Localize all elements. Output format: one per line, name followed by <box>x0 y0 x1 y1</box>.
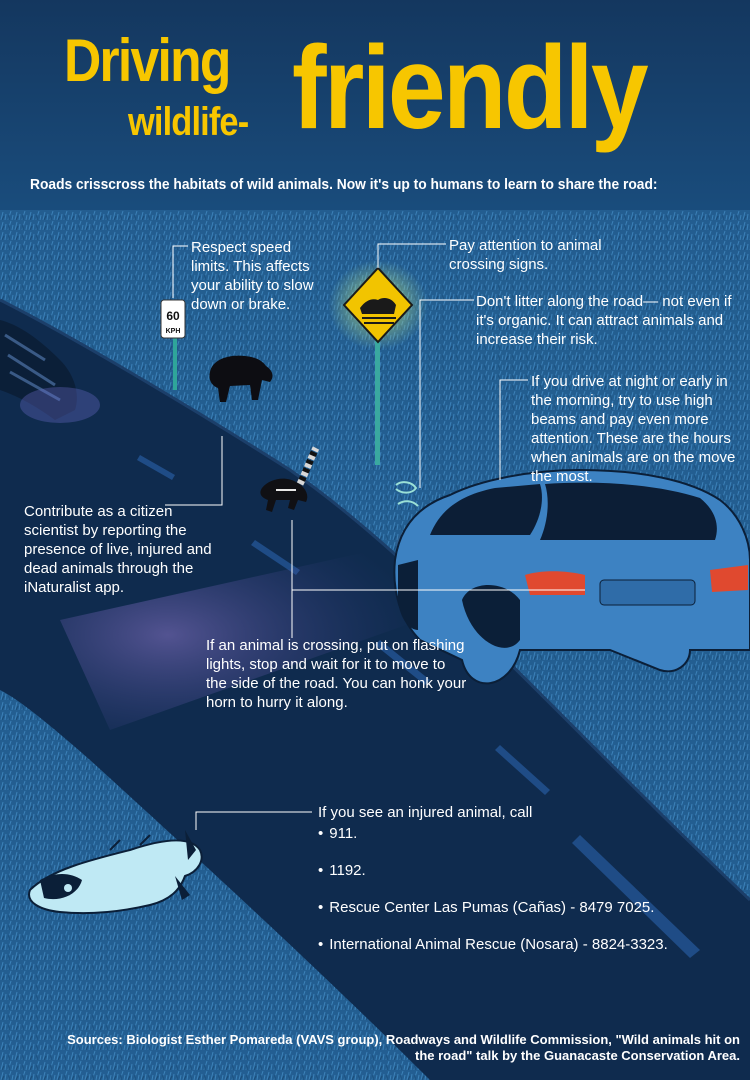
injured-heading: If you see an injured animal, call <box>318 804 533 821</box>
list-item: • 1192. <box>318 862 366 879</box>
svg-text:60: 60 <box>166 309 180 323</box>
list-item: • International Animal Rescue (Nosara) - 8824-3323. <box>318 936 668 953</box>
tip-speed-limits: Respect speed limits. This affects your ability to slow down or brake. <box>191 239 314 313</box>
tip-night-driving: If you drive at night or early in the morning, try to use high beams and pay even more attention. These are the hours when animals are on the move the most. <box>531 373 736 485</box>
title-line-2: wildlife- <box>128 100 249 144</box>
title-line-1: Driving <box>64 27 230 94</box>
tip-citizen-science: Contribute as a citizen scientist by reporting the presence of live, injured and dead animals through the iNaturalist app. <box>24 503 212 596</box>
intro-text: Roads crisscross the habitats of wild animals. Now it's up to humans to learn to share the road: <box>30 176 658 193</box>
svg-text:KPH: KPH <box>165 328 181 335</box>
injured-animal-contacts <box>318 803 738 972</box>
list-item: • 911. <box>318 825 358 842</box>
list-item: • Rescue Center Las Pumas (Cañas) - 8479 7025. <box>318 899 655 916</box>
tip-no-litter: Don't litter along the road— not even if it's organic. It can attract animals and increase their risk. <box>476 293 732 348</box>
tip-crossing-signs: Pay attention to animal crossing signs. <box>449 237 602 273</box>
sources-credit: Sources: Biologist Esther Pomareda (VAVS group), Roadways and Wildlife Commission, "Wild animals hit on the road" talk by the Guanacaste Conservation Area. <box>67 1032 740 1063</box>
title-big-word: friendly <box>292 22 646 154</box>
tip-animal-crossing: If an animal is crossing, put on flashing lights, stop and wait for it to move to the side of the road. You can honk your horn to hurry it along. <box>206 637 467 711</box>
